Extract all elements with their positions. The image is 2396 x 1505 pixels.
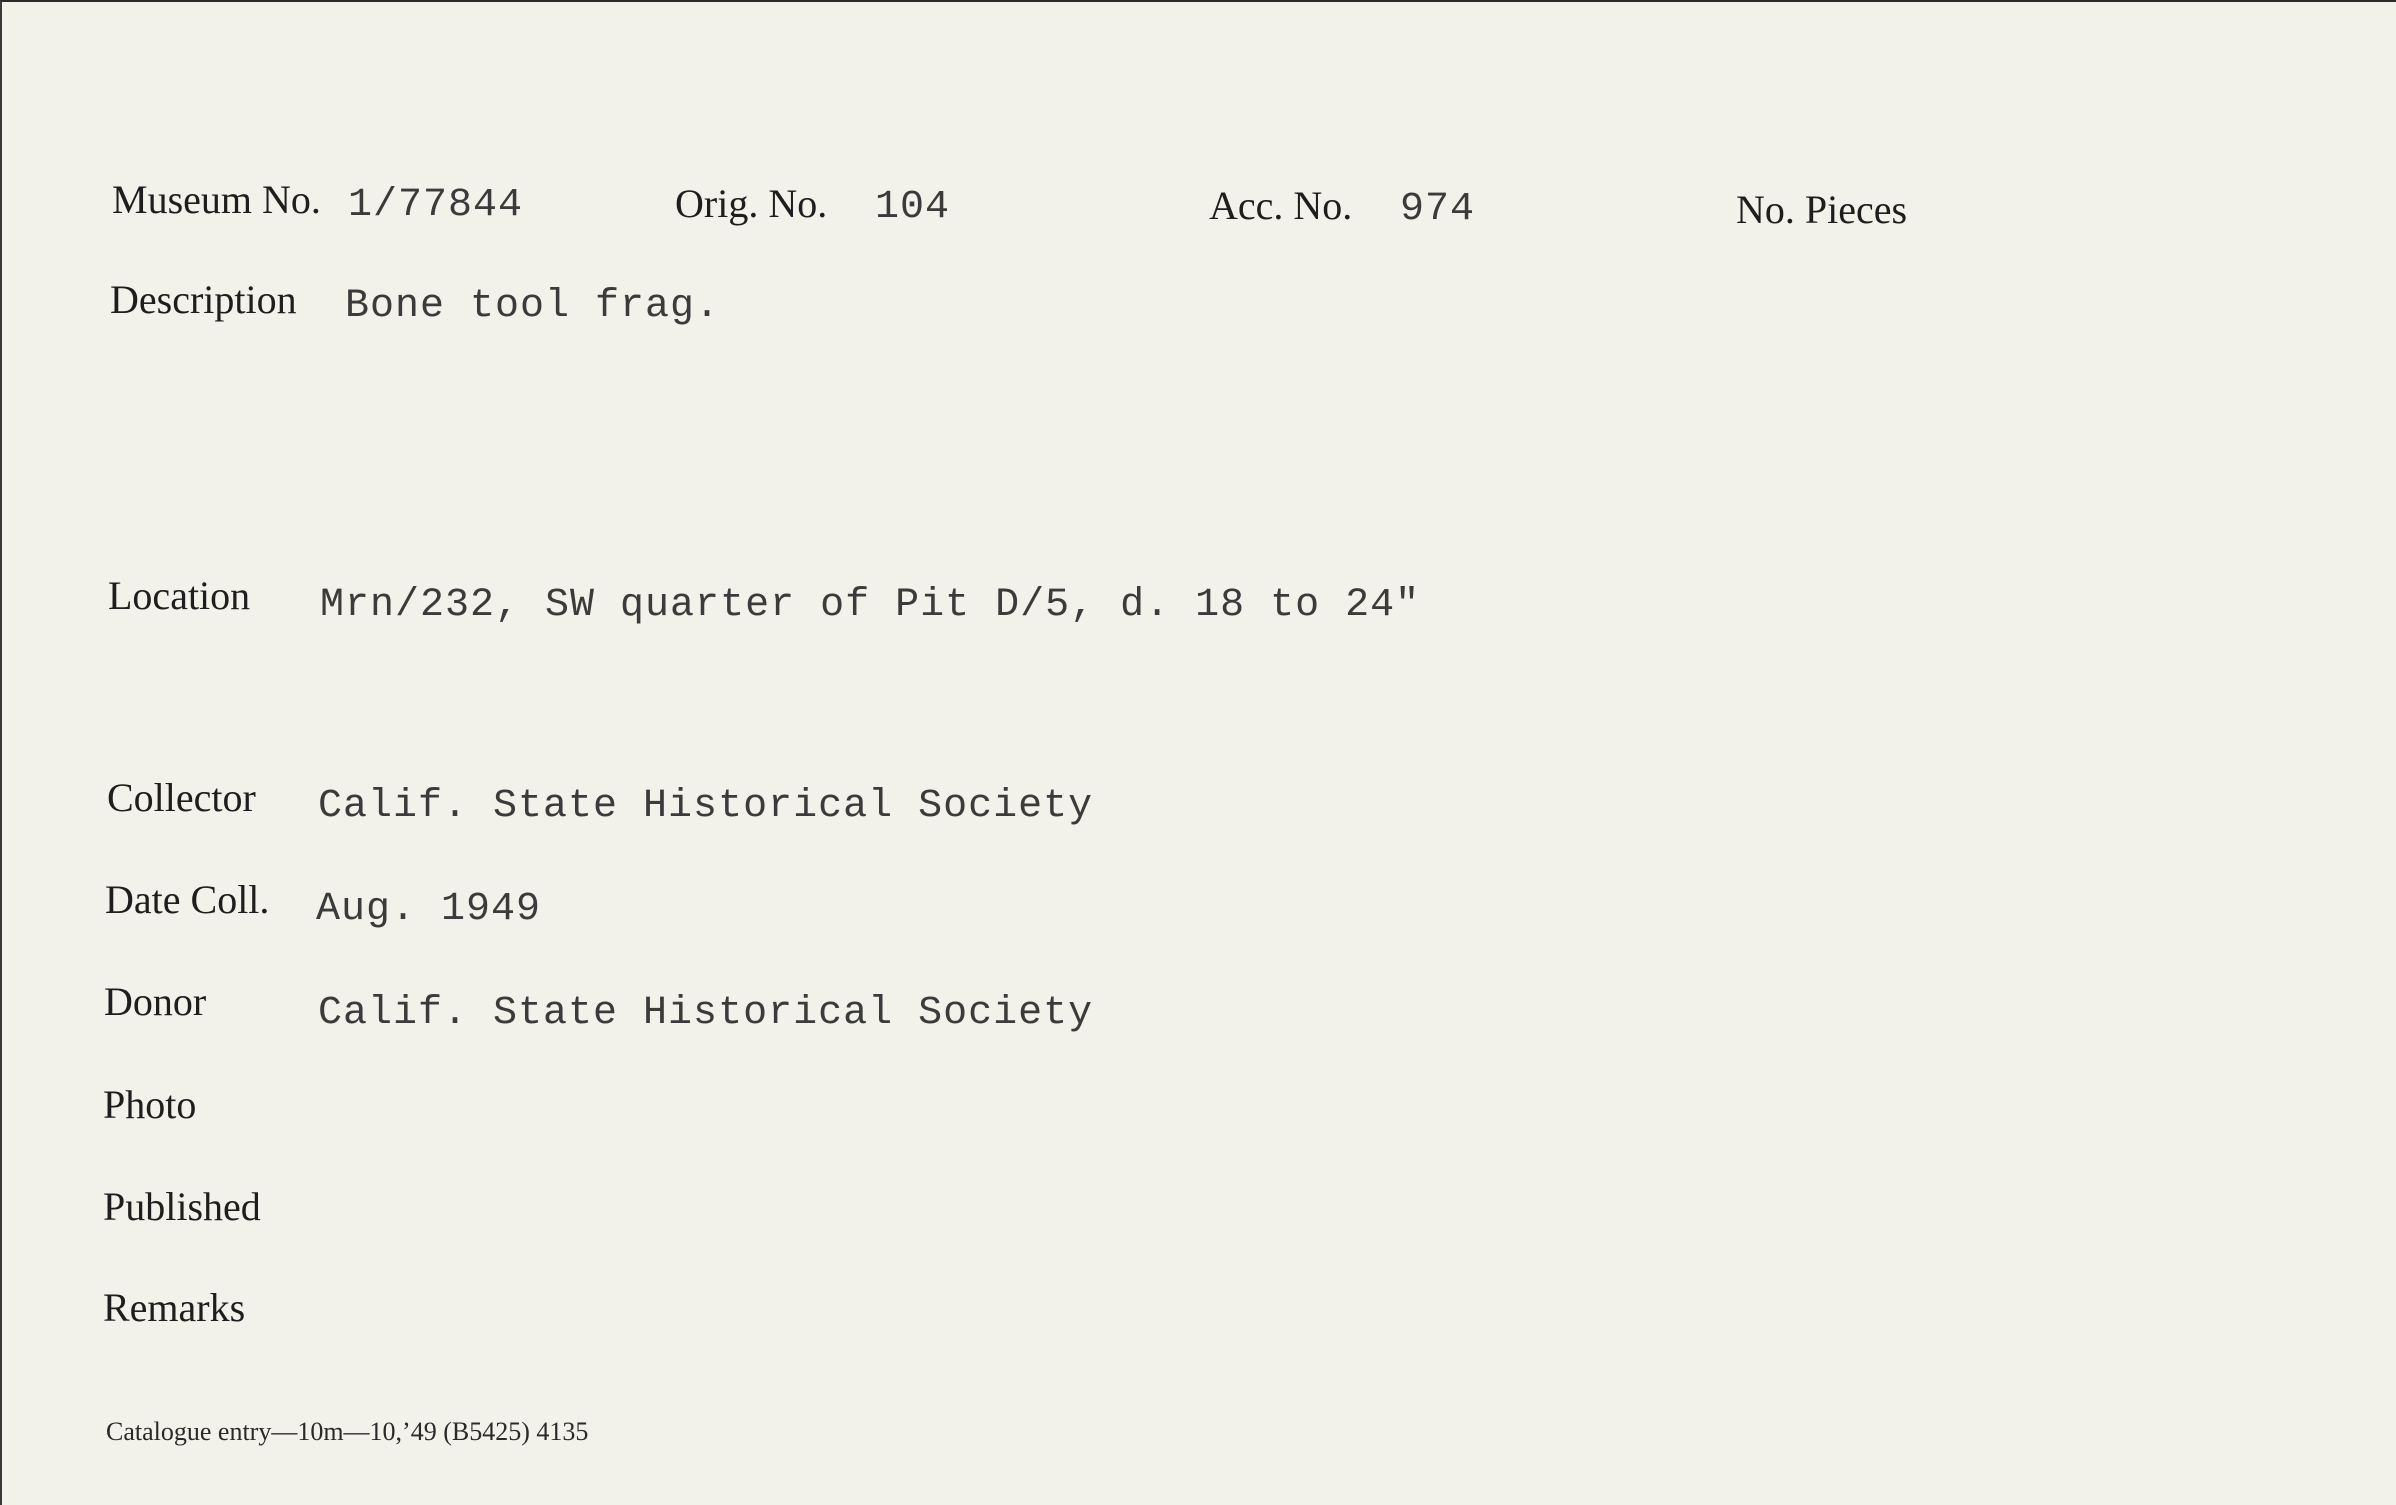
remarks-label: Remarks — [103, 1285, 246, 1330]
acc-no-value: 974 — [1400, 187, 1476, 232]
collector-value: Calif. State Historical Society — [318, 784, 1094, 829]
published-label: Published — [103, 1184, 261, 1229]
description-value: Bone tool frag. — [345, 284, 721, 329]
museum-no-label: Museum No. — [112, 177, 321, 222]
description-label: Description — [110, 277, 297, 322]
donor-value: Calif. State Historical Society — [318, 991, 1094, 1036]
collector-label: Collector — [107, 775, 256, 820]
museum-no-value: 1/77844 — [348, 183, 524, 228]
photo-label: Photo — [103, 1082, 197, 1127]
catalogue-footer: Catalogue entry—10m—10,’49 (B5425) 4135 — [106, 1417, 589, 1446]
orig-no-label: Orig. No. — [675, 181, 828, 226]
orig-no-value: 104 — [875, 185, 951, 230]
location-label: Location — [108, 573, 251, 618]
donor-label: Donor — [104, 979, 207, 1024]
date-coll-value: Aug. 1949 — [316, 887, 542, 932]
acc-no-label: Acc. No. — [1209, 183, 1353, 228]
no-pieces-label: No. Pieces — [1736, 187, 1908, 232]
date-coll-label: Date Coll. — [105, 877, 270, 922]
location-value: Mrn/232, SW quarter of Pit D/5, d. 18 to 24" — [320, 583, 1421, 628]
